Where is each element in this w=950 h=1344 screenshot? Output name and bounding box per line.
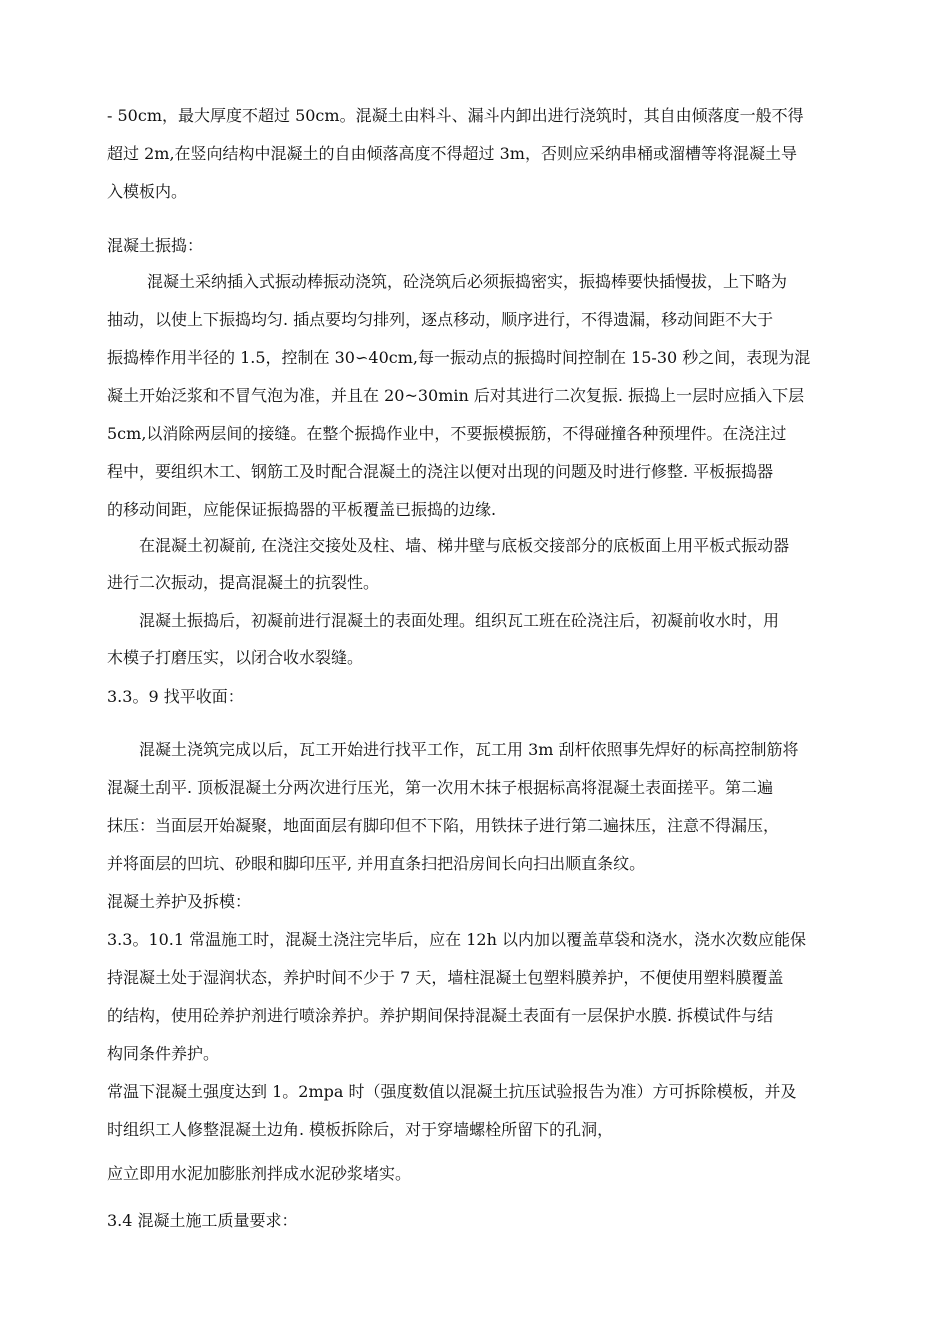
text-line: 进行二次振动，提高混凝土的抗裂性。 [107,573,380,592]
section-heading: 混凝土振捣： [107,236,204,255]
text-line: 程中，要组织木工、钢筋工及时配合混凝土的浇注以便对出现的问题及时进行修整. 平板振捣器 [107,462,774,481]
text-line: 振捣棒作用半径的 1.5，控制在 30∽40cm,每一振动点的振捣时间控制在 15-30 秒之间，表现为混 [107,348,811,367]
text-line: 3.3。10.1 常温施工时，混凝土浇注完毕后，应在 12h 以内加以覆盖草袋和浇水，浇水次数应能保 [107,930,806,949]
text-line: 的移动间距，应能保证振捣器的平板覆盖已振捣的边缘. [107,500,497,519]
text-line: - 50cm，最大厚度不超过 50cm。混凝土由料斗、漏斗内卸出进行浇筑时，其自由倾落度一般不得 [107,106,804,125]
text-line: 构同条件养护。 [107,1044,220,1063]
section-heading: 3.4 混凝土施工质量要求： [107,1211,298,1230]
section-heading: 3.3。9 找平收面： [107,687,244,706]
text-line: 常温下混凝土强度达到 1。2mpa 时（强度数值以混凝土抗压试验报告为准）方可拆除模板，并及 [107,1082,797,1101]
section-heading: 混凝土养护及拆模： [107,892,252,911]
text-line: 混凝土刮平. 顶板混凝土分两次进行压光，第一次用木抹子根据标高将混凝土表面搓平。第二遍 [107,778,774,797]
text-line: 混凝土采纳插入式振动棒振动浇筑，砼浇筑后必须振捣密实，振捣棒要快插慢拔，上下略为 [147,272,788,291]
text-line: 5cm,以消除两层间的接缝。在整个振捣作业中，不要振模振筋，不得碰撞各种预埋件。在浇注过 [107,424,787,443]
text-line: 应立即用水泥加膨胀剂拌成水泥砂浆堵实。 [107,1164,412,1183]
text-line: 持混凝土处于湿润状态，养护时间不少于 7 天，墙柱混凝土包塑料膜养护，不便使用塑料膜覆盖 [107,968,784,987]
text-line: 凝土开始泛浆和不冒气泡为准，并且在 20~30min 后对其进行二次复振. 振捣上一层时应插入下层 [107,386,805,405]
text-line: 混凝土振捣后，初凝前进行混凝土的表面处理。组织瓦工班在砼浇注后，初凝前收水时，用 [139,611,780,630]
text-line: 在混凝土初凝前, 在浇注交接处及柱、墙、梯井壁与底板交接部分的底板面上用平板式振动器 [139,536,790,555]
text-line: 超过 2m,在竖向结构中混凝土的自由倾落高度不得超过 3m，否则应采纳串桶或溜槽等将混凝土导 [107,144,797,163]
text-line: 并将面层的凹坑、砂眼和脚印压平, 并用直条扫把沿房间长向扫出顺直条纹。 [107,854,646,873]
text-line: 入模板内。 [107,182,188,201]
text-line: 木模子打磨压实，以闭合收水裂缝。 [107,648,364,667]
text-line: 的结构，使用砼养护剂进行喷涂养护。养护期间保持混凝土表面有一层保护水膜. 拆模试件与结 [107,1006,774,1025]
text-line: 抽动，以使上下振捣均匀. 插点要均匀排列，逐点移动，顺序进行，不得遗漏，移动间距不大于 [107,310,774,329]
text-line: 时组织工人修整混凝土边角. 模板拆除后，对于穿墙螺栓所留下的孔洞， [107,1120,614,1139]
text-line: 混凝土浇筑完成以后，瓦工开始进行找平工作，瓦工用 3m 刮杆依照事先焊好的标高控制筋将 [139,740,799,759]
text-line: 抹压：当面层开始凝聚，地面面层有脚印但不下陷，用铁抹子进行第二遍抹压，注意不得漏压， [107,816,780,835]
